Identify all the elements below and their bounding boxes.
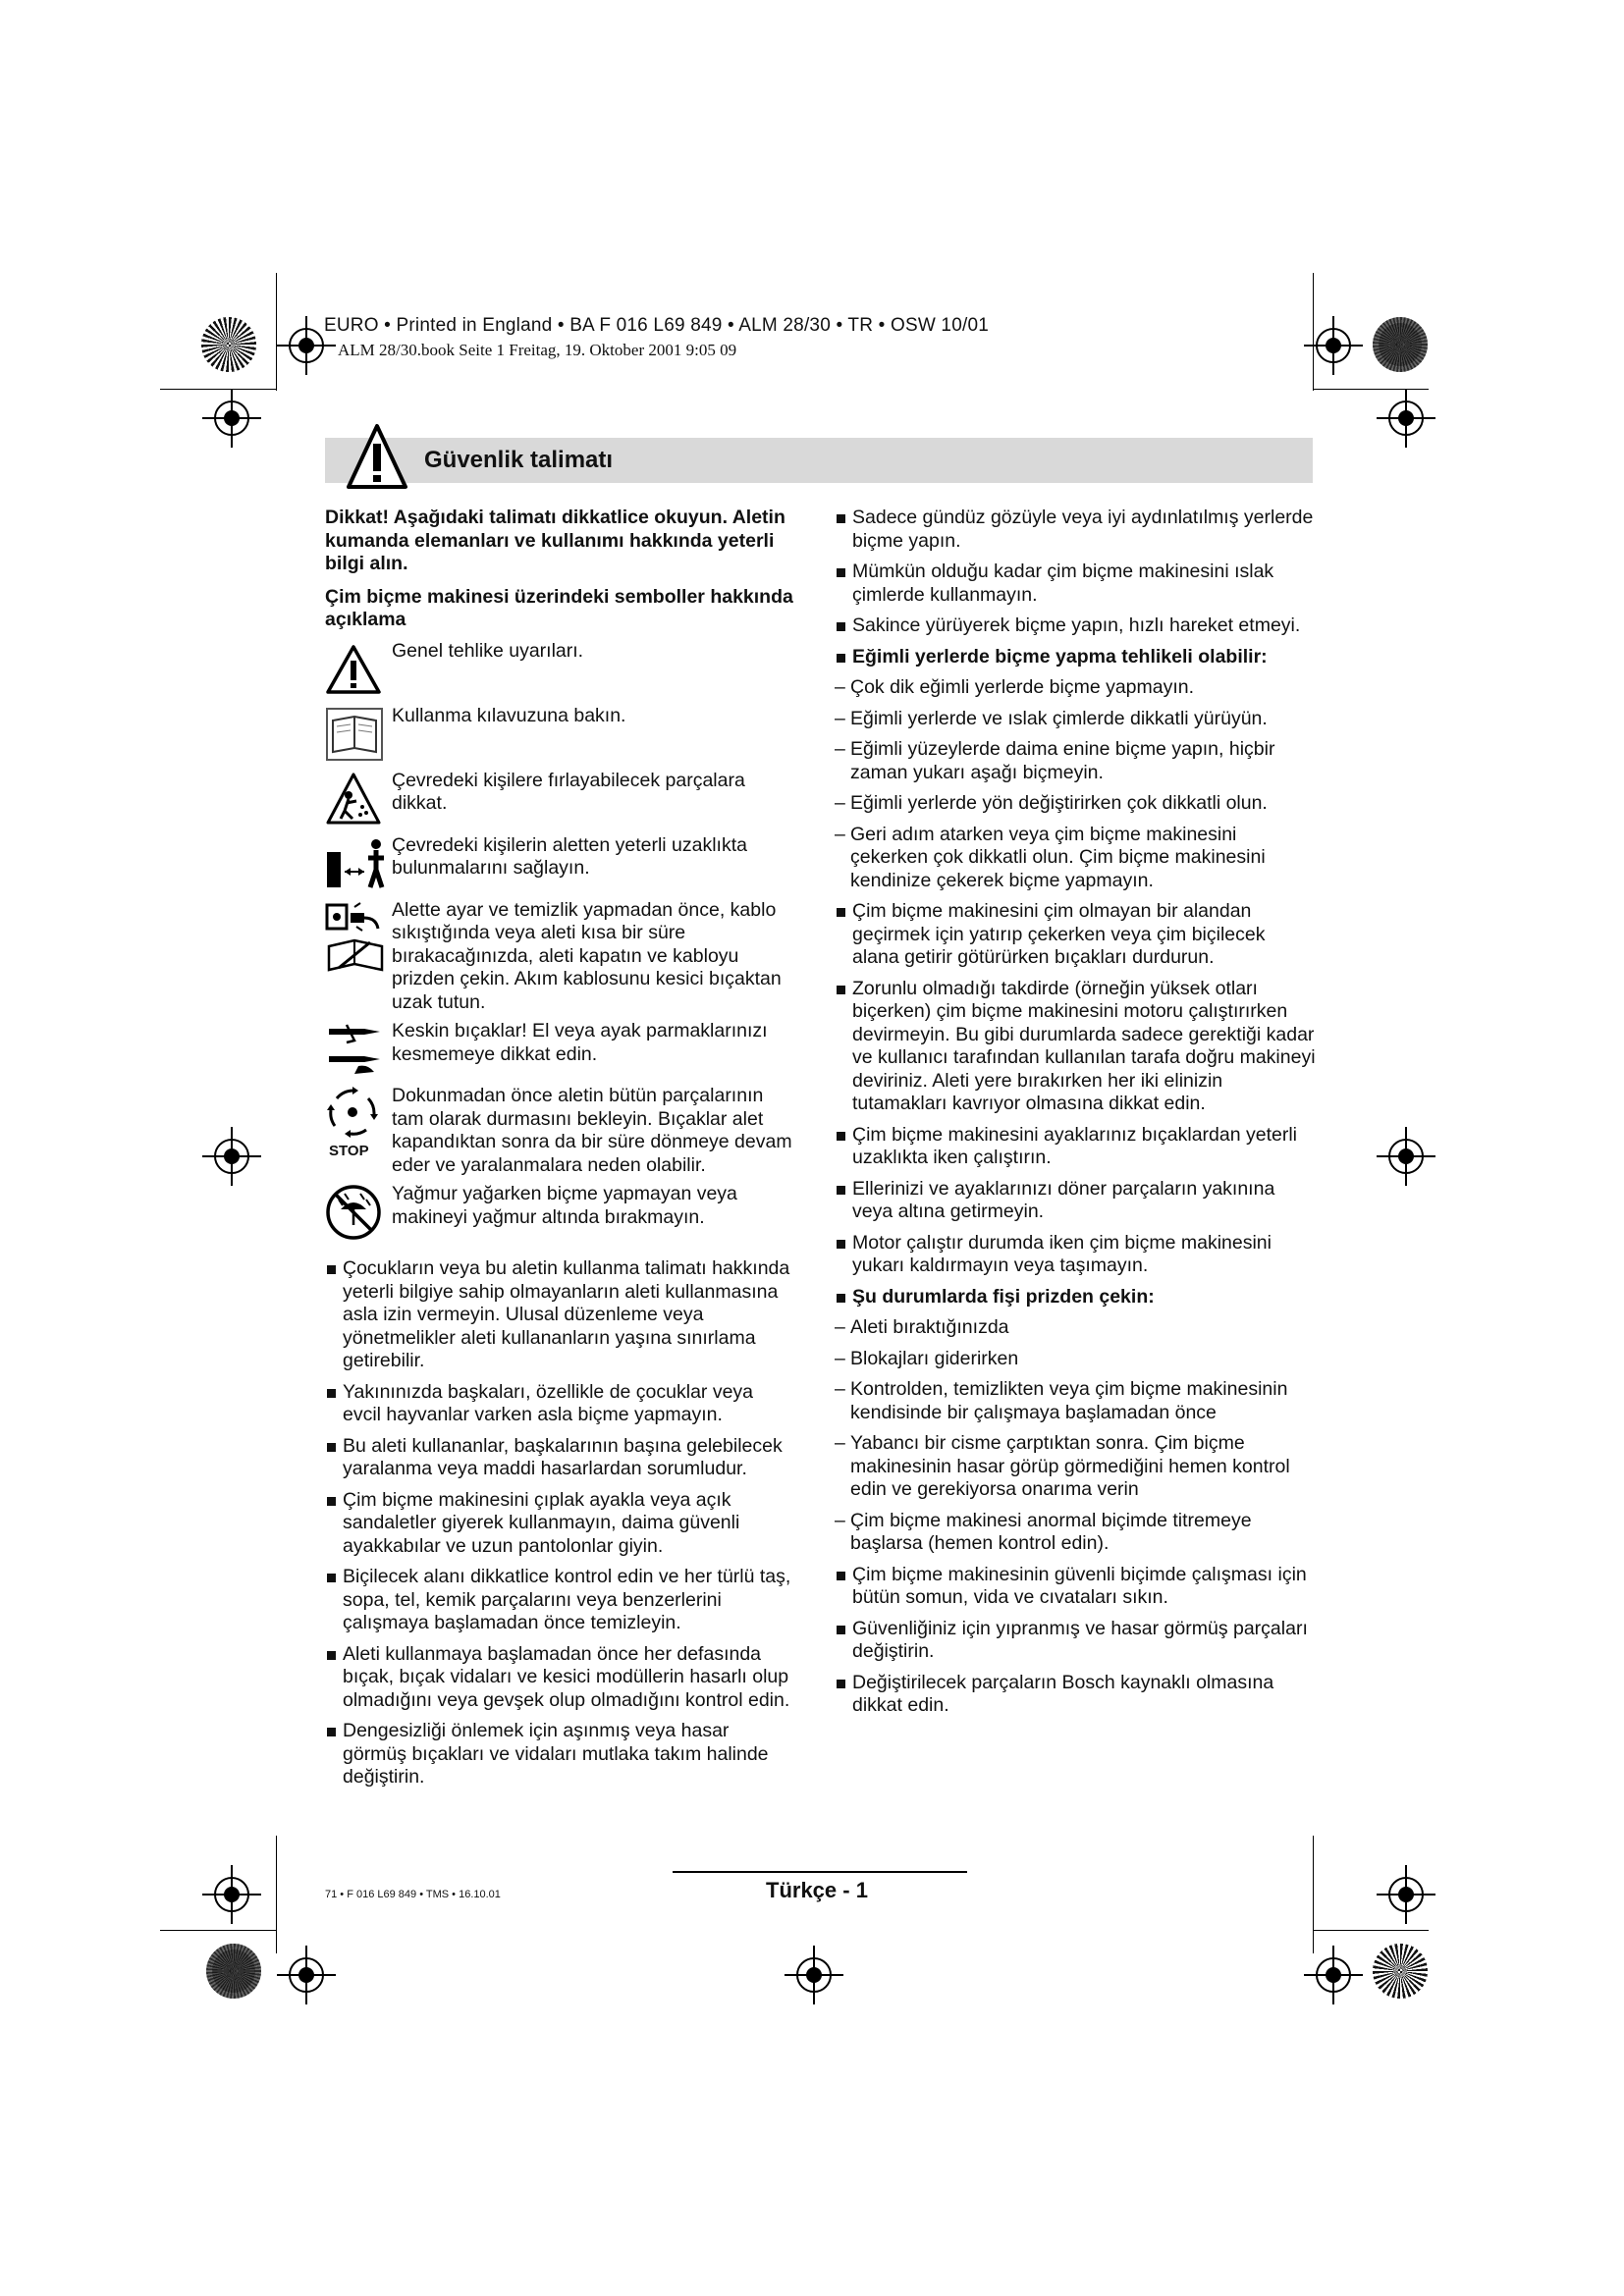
- symbol-row: [325, 1085, 796, 1177]
- list-item: Sadece gündüz gözüyle veya iyi aydınlatılmış yerlerde biçme yapın.: [835, 507, 1316, 553]
- symbol-row: [325, 640, 796, 699]
- symbol-row: [325, 834, 796, 893]
- list-item: Biçilecek alanı dikkatlice kontrol edin ve her türlü taş, sopa, tel, kemik parçalarını veya benzerlerini çalışmaya başlamadan önce temizleyin.: [325, 1566, 796, 1635]
- crop-mark: [1313, 1836, 1314, 1953]
- registration-crosshair-icon: [1388, 400, 1424, 436]
- registration-crosshair-icon: [1388, 1139, 1424, 1174]
- registration-crosshair-icon: [1316, 1957, 1351, 1993]
- list-item: Zorunlu olmadığı takdirde (örneğin yüksek otları biçerken) çim biçme makinesini motoru çalıştırırken devirmeyin. Bu gibi durumlarda sadece gerektiği kadar ve kullanıcı tarafından kullanılan tarafa doğru makineyi deviriniz. Aleti yere bırakırken her iki elinizin tutamakları kavrıyor olmasına dikkat edin.: [835, 978, 1316, 1116]
- symbol-row: [325, 705, 796, 764]
- registration-rosette-icon: [1373, 317, 1428, 372]
- registration-crosshair-icon: [214, 1877, 249, 1912]
- stop-rotation-icon: [325, 1085, 380, 1140]
- list-item: Değiştirilecek parçaların Bosch kaynaklı olmasına dikkat edin.: [835, 1672, 1316, 1718]
- list-item: Çim biçme makinesini çıplak ayakla veya açık sandaletler giyerek kullanmayın, daima güvenli ayakkabılar ve uzun pantolonlar giyin.: [325, 1489, 796, 1559]
- registration-crosshair-icon: [1316, 328, 1351, 363]
- crop-mark: [276, 273, 277, 391]
- symbol-text: Çevredeki kişilerin aletten yeterli uzaklıkta bulunmalarını sağlayın.: [392, 833, 747, 879]
- footer-doc-code: 71 • F 016 L69 849 • TMS • 16.10.01: [325, 1889, 501, 1900]
- sub-item: – Geri adım atarken veya çim biçme makinesini çekerken çok dikkatli olun. Çim biçme makinesini kendinize çekerek biçme yapmayın.: [835, 824, 1316, 893]
- print-book-line: ALM 28/30.book Seite 1 Freitag, 19. Oktober 2001 9:05 09: [338, 341, 737, 359]
- sub-item: – Çok dik eğimli yerlerde biçme yapmayın.: [835, 676, 1316, 700]
- sub-item: – Eğimli yerlerde yön değiştirirken çok dikkatli olun.: [835, 792, 1316, 816]
- intro-warning: Dikkat! Aşağıdaki talimatı dikkatlice okuyun. Aletin kumanda elemanları ve kullanımı hakkında yeterli bilgi alın.: [325, 507, 785, 574]
- registration-crosshair-icon: [214, 400, 249, 436]
- sub-item: – Çim biçme makinesi anormal biçimde titremeye başlarsa (hemen kontrol edin).: [835, 1510, 1316, 1556]
- symbol-text: Alette ayar ve temizlik yapmadan önce, kablo sıkıştığında veya aleti kısa bir süre bırakacağınızda, aleti kapatın ve kabloyu prizden çekin. Akım kablosunu kesici bıçaktan uzak tutun.: [392, 898, 782, 1013]
- list-item: Çim biçme makinesini ayaklarınız bıçaklardan yeterli uzaklıkta iken çalıştırın.: [835, 1124, 1316, 1170]
- symbol-text: Kullanma kılavuzuna bakın.: [392, 704, 626, 726]
- symbol-row: [325, 899, 796, 1015]
- registration-rosette-icon: [1373, 1944, 1428, 1999]
- warning-triangle-icon: [325, 644, 382, 695]
- symbols-heading: Çim biçme makinesi üzerindeki semboller hakkında açıklama: [325, 585, 793, 630]
- manual-book-icon: [325, 707, 384, 762]
- keep-distance-icon: [325, 836, 388, 891]
- unplug-icon: [325, 901, 386, 976]
- sub-item: – Kontrolden, temizlikten veya çim biçme makinesinin kendisinde bir çalışmaya başlamadan önce: [835, 1378, 1316, 1424]
- symbol-text: Keskin bıçaklar! El veya ayak parmaklarınızı kesmemeye dikkat edin.: [392, 1020, 768, 1065]
- crop-mark: [276, 1836, 277, 1953]
- crop-mark: [1313, 273, 1314, 391]
- symbol-text: Çevredeki kişilere fırlayabilecek parçalara dikkat.: [392, 769, 745, 814]
- crop-mark: [1313, 389, 1429, 390]
- right-column: [835, 507, 1316, 1726]
- sub-item: – Yabancı bir cisme çarptıktan sonra. Çim biçme makinesinin hasar görüp görmediğini hemen kontrol edin ve gerekiyorsa onarıma verin: [835, 1432, 1316, 1502]
- sub-item: – Eğimli yüzeylerde daima enine biçme yapın, hiçbir zaman yukarı aşağı biçmeyin.: [835, 738, 1316, 784]
- no-rain-icon: [325, 1184, 382, 1241]
- list-item: Güvenliğiniz için yıpranmış ve hasar görmüş parçaları değiştirin.: [835, 1618, 1316, 1664]
- registration-crosshair-icon: [289, 328, 324, 363]
- symbol-row: [325, 1183, 796, 1242]
- warning-triangle-icon: [346, 422, 408, 491]
- list-item: Bu aleti kullananlar, başkalarının başına gelebilecek yaralanma veya maddi hasarlardan sorumludur.: [325, 1435, 796, 1481]
- sharp-blades-icon: [325, 1023, 384, 1076]
- print-info-line: EURO • Printed in England • BA F 016 L69 849 • ALM 28/30 • TR • OSW 10/01: [324, 315, 989, 336]
- crop-mark: [160, 1930, 276, 1931]
- symbol-text: Dokunmadan önce aletin bütün parçalarının tam olarak durmasını bekleyin. Bıçaklar alet kapandıktan sonra da bir süre dönmeye devam eder ve yaralanmalara neden olabilir.: [392, 1085, 792, 1176]
- list-heading: Şu durumlarda fişi prizden çekin:: [835, 1286, 1316, 1309]
- stop-label: STOP: [329, 1143, 369, 1159]
- registration-rosette-icon: [201, 317, 256, 372]
- page-number: Türkçe - 1: [766, 1878, 868, 1902]
- footer-rule: [673, 1871, 967, 1873]
- list-item: Dengesizliği önlemek için aşınmış veya hasar görmüş bıçakları ve vidaları mutlaka takım halinde değiştirin.: [325, 1720, 796, 1789]
- list-heading: Eğimli yerlerde biçme yapma tehlikeli olabilir:: [835, 646, 1316, 669]
- left-column: [325, 507, 796, 1797]
- list-item: Yakınınızda başkaları, özellikle de çocuklar veya evcil hayvanlar varken asla biçme yapmayın.: [325, 1381, 796, 1427]
- registration-crosshair-icon: [289, 1957, 324, 1993]
- symbol-text: Genel tehlike uyarıları.: [392, 639, 584, 662]
- crop-mark: [1313, 1930, 1429, 1931]
- registration-rosette-icon: [206, 1944, 261, 1999]
- list-item: Ellerinizi ve ayaklarınızı döner parçaların yakınına veya altına getirmeyin.: [835, 1178, 1316, 1224]
- list-item: Motor çalıştır durumda iken çim biçme makinesini yukarı kaldırmayın veya taşımayın.: [835, 1232, 1316, 1278]
- symbol-row: [325, 1020, 796, 1079]
- list-item: Çim biçme makinesinin güvenli biçimde çalışması için bütün somun, vida ve cıvataları sıkın.: [835, 1564, 1316, 1610]
- crop-mark: [160, 389, 276, 390]
- registration-crosshair-icon: [1388, 1877, 1424, 1912]
- list-item: Çocukların veya bu aletin kullanma talimatı hakkında yeterli bilgiye sahip olmayanların aleti kullanmasına asla izin vermeyin. Ulusal düzenleme veya yönetmelikler aleti kullananların yaşına sınırlama getirebilir.: [325, 1257, 796, 1373]
- symbol-row: [325, 770, 796, 828]
- sub-item: – Blokajları giderirken: [835, 1348, 1316, 1371]
- list-item: Aleti kullanmaya başlamadan önce her defasında bıçak, bıçak vidaları ve kesici modüllerin hasarlı olup olmadığını veya gevşek olup olmadığını kontrol edin.: [325, 1643, 796, 1713]
- sub-item: – Eğimli yerlerde ve ıslak çimlerde dikkatli yürüyün.: [835, 708, 1316, 731]
- sub-item: – Aleti bıraktığınızda: [835, 1316, 1316, 1340]
- registration-crosshair-icon: [214, 1139, 249, 1174]
- list-item: Mümkün olduğu kadar çim biçme makinesini ıslak çimlerde kullanmayın.: [835, 561, 1316, 607]
- symbol-text: Yağmur yağarken biçme yapmayan veya makineyi yağmur altında bırakmayın.: [392, 1183, 737, 1228]
- list-item: Sakince yürüyerek biçme yapın, hızlı hareket etmeyi.: [835, 614, 1316, 638]
- list-item: Çim biçme makinesini çim olmayan bir alandan geçirmek için yatırıp çekerken veya çim biçilecek alana getirir götürürken bıçakları durdurun.: [835, 900, 1316, 970]
- section-title: Güvenlik talimatı: [424, 447, 614, 473]
- flying-parts-icon: [325, 772, 382, 827]
- registration-crosshair-icon: [796, 1957, 832, 1993]
